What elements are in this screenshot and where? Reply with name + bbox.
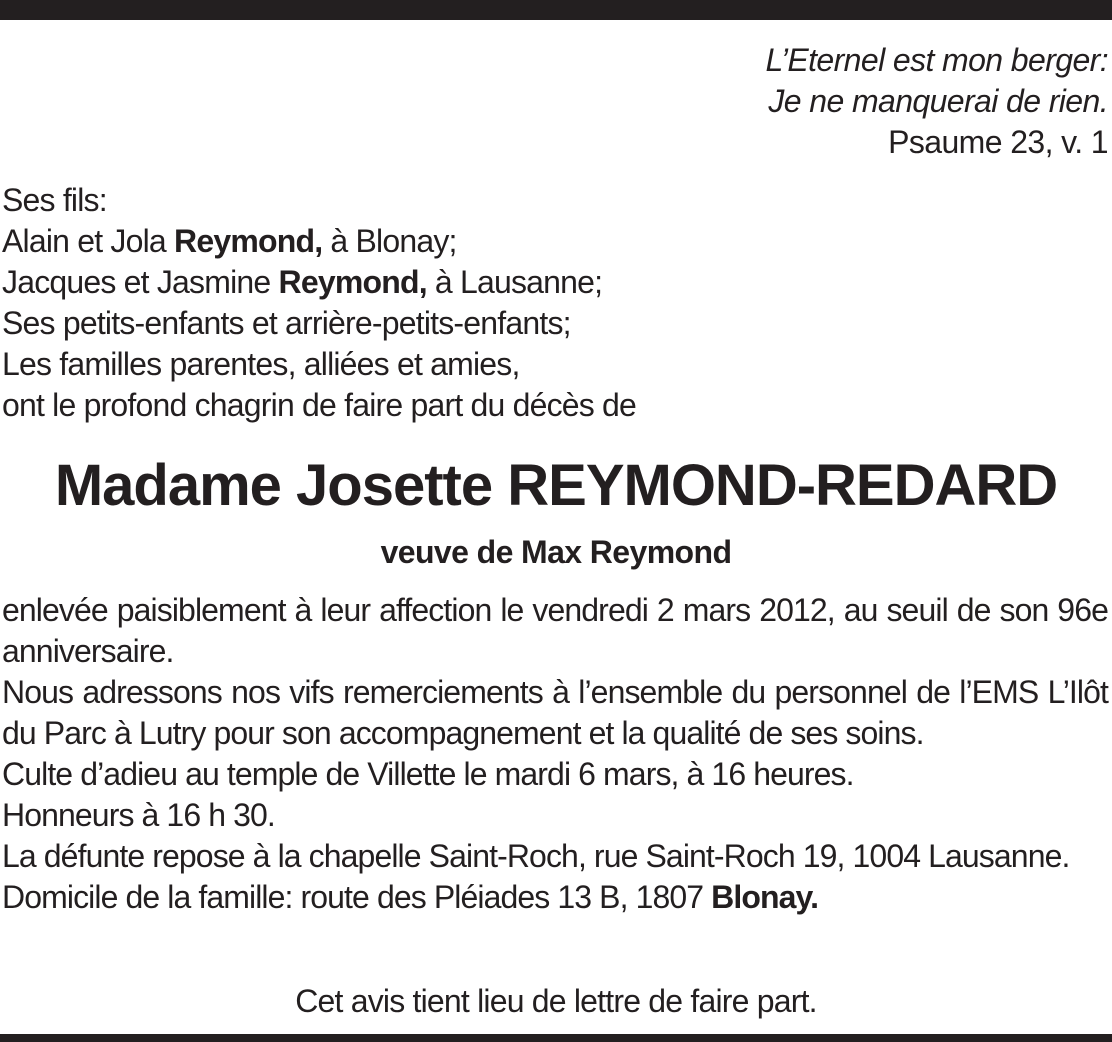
psalm-epigraph [765,40,1108,163]
son-1-place: à Blonay; [322,223,457,259]
son-2-surname: Reymond, [278,264,427,300]
son-1-surname: Reymond, [174,223,323,259]
son-2-line [2,262,636,303]
resting-place-line: La défunte repose à la chapelle Saint-Roch, rue Saint-Roch 19, 1004 Lausanne. [2,838,1070,874]
honours-line: Honneurs à 16 h 30. [2,797,275,833]
son-1-first-names: Alain et Jola [2,223,175,259]
relatives-line: Les familles parentes, alliées et amies, [2,346,520,382]
announcement-line: ont le profond chagrin de faire part du décès de [2,387,637,423]
son-2-first-names: Jacques et Jasmine [2,264,279,300]
family-home-address: Domicile de la famille: route des Pléiades 13 B, 1807 [2,879,712,915]
top-border-rule [0,0,1112,20]
bottom-border-rule [0,1034,1112,1042]
passing-paragraph: enlevée paisiblement à leur affection le vendredi 2 mars 2012, au seuil de son 96e anniversaire. [2,592,1108,669]
closing-notice: Cet avis tient lieu de lettre de faire part. [295,983,817,1019]
psalm-line-1: L’Eternel est mon berger: [765,42,1108,78]
family-home-line [2,877,1108,918]
son-1-line [2,221,636,262]
son-2-place: à Lausanne; [426,264,603,300]
family-announcement [2,180,636,426]
widow-of-line: veuve de Max Reymond [380,534,732,570]
sons-intro: Ses fils: [2,182,107,218]
thanks-paragraph: Nous adressons nos vifs remerciements à l’ensemble du personnel de l’EMS L’Ilôt du Parc à Lutry pour son accompagnement et la qualité de ses soins. [2,674,1108,751]
deceased-name: Madame Josette REYMOND-REDARD [54,453,1058,518]
obituary-body [2,590,1108,918]
service-line: Culte d’adieu au temple de Villette le mardi 6 mars, à 16 heures. [2,756,854,792]
psalm-reference: Psaume 23, v. 1 [888,124,1108,160]
grandchildren-line: Ses petits-enfants et arrière-petits-enfants; [2,305,571,341]
family-home-town: Blonay. [711,879,819,915]
psalm-line-2: Je ne manquerai de rien. [768,83,1108,119]
